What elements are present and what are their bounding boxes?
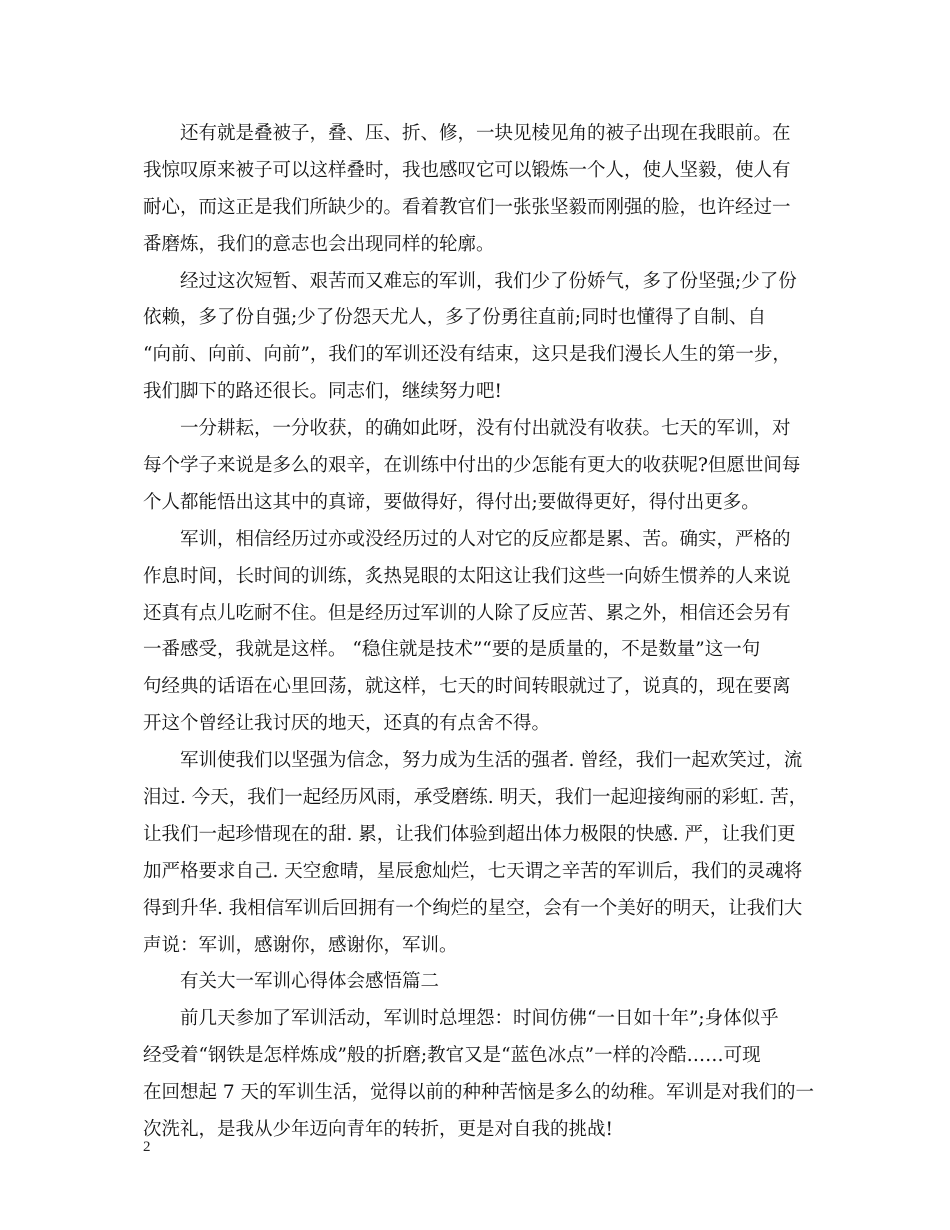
text-line: 军训，相信经历过亦或没经历过的人对它的反应都是累、苦。确实，严格的 [180,528,791,550]
text-line: “向前、向前、向前”，我们的军训还没有结束，这只是我们漫长人生的第一步， [143,344,791,366]
text-line: 作息时间，长时间的训练，炙热晃眼的太阳这让我们这些一向娇生惯养的人来说 [143,565,791,587]
text-line: 军训使我们以坚强为信念，努力成为生活的强者. 曾经，我们一起欢笑过，流 [180,750,803,772]
paragraph-folding-quilts [143,116,810,264]
paragraph-part-two [143,1001,815,1149]
text-line: 泪过. 今天，我们一起经历风雨，承受磨练. 明天，我们一起迎接绚丽的彩虹. 苦， [143,787,808,809]
paragraph-effort-reward [143,411,810,522]
text-line: 经过这次短暂、艰苦而又难忘的军训，我们少了份娇气，多了份坚强;少了份 [180,270,797,292]
text-line: 一分耕耘，一分收获，的确如此呀，没有付出就没有收获。七天的军训，对 [180,418,791,440]
paragraph-reflection [143,264,810,412]
text-line: 在回想起 7 天的军训生活，觉得以前的种种苦恼是多么的幼稚。军训是对我们的一 [143,1082,815,1104]
text-line: 得到升华. 我相信军训后回拥有一个绚烂的星空，会有一个美好的明天，让我们大 [143,897,803,919]
text-line: 次洗礼，是我从少年迈向青年的转折，更是对自我的挑战! [143,1119,613,1141]
text-line: 句经典的话语在心里回荡，就这样，七天的时间转眼就过了，说真的，现在要离 [143,676,791,698]
text-line: 我们脚下的路还很长。同志们，继续努力吧! [143,381,502,403]
text-line: 经受着“钢铁是怎样炼成”般的折磨;教官又是“蓝色冰点”一样的冷酷……可现 [143,1045,761,1067]
page-number: 2 [143,1139,151,1155]
text-line: 还真有点儿吃耐不住。但是经历过军训的人除了反应苦、累之外，相信还会另有 [143,602,791,624]
text-line: 每个学子来说是多么的艰辛，在训练中付出的少怎能有更大的收获呢?但愿世间每 [143,455,801,477]
text-line: 耐心，而这正是我们所缺少的。看着教官们一张张坚毅而刚强的脸，也许经过一 [143,196,791,218]
text-line: 个人都能悟出这其中的真谛，要做得好，得付出;要做得更好，得付出更多。 [143,491,760,513]
text-line: 依赖，多了份自强;少了份怨天尤人，多了份勇往直前;同时也懂得了自制、自 [143,307,766,329]
text-line: 前几天参加了军训活动，军训时总埋怨：时间仿佛“一日如十年”;身体似乎 [180,1008,779,1030]
section-heading [143,964,810,1001]
text-line: 声说：军训，感谢你，感谢你，军训。 [143,934,458,956]
text-line: 加严格要求自己. 天空愈晴，星辰愈灿烂，七天谓之辛苦的军训后，我们的灵魂将 [143,860,803,882]
document-body [143,116,815,1149]
text-line: 一番感受，我就是这样。 “稳住就是技术”“要的是质量的，不是数量”这一句 [143,639,761,661]
text-line: 还有就是叠被子，叠、压、折、修，一块见棱见角的被子出现在我眼前。在 [180,123,791,144]
text-line: 开这个曾经让我讨厌的地天，还真的有点舍不得。 [143,713,551,735]
text-line: 番磨炼，我们的意志也会出现同样的轮廓。 [143,233,495,255]
section-title: 有关大一军训心得体会感悟篇二 [180,971,440,993]
paragraph-belief [143,743,810,964]
text-line: 我惊叹原来被子可以这样叠时，我也感叹它可以锻炼一个人，使人坚毅，使人有 [143,159,791,181]
paragraph-hardship [143,522,810,743]
text-line: 让我们一起珍惜现在的甜. 累，让我们体验到超出体力极限的快感. 严，让我们更 [143,823,796,845]
